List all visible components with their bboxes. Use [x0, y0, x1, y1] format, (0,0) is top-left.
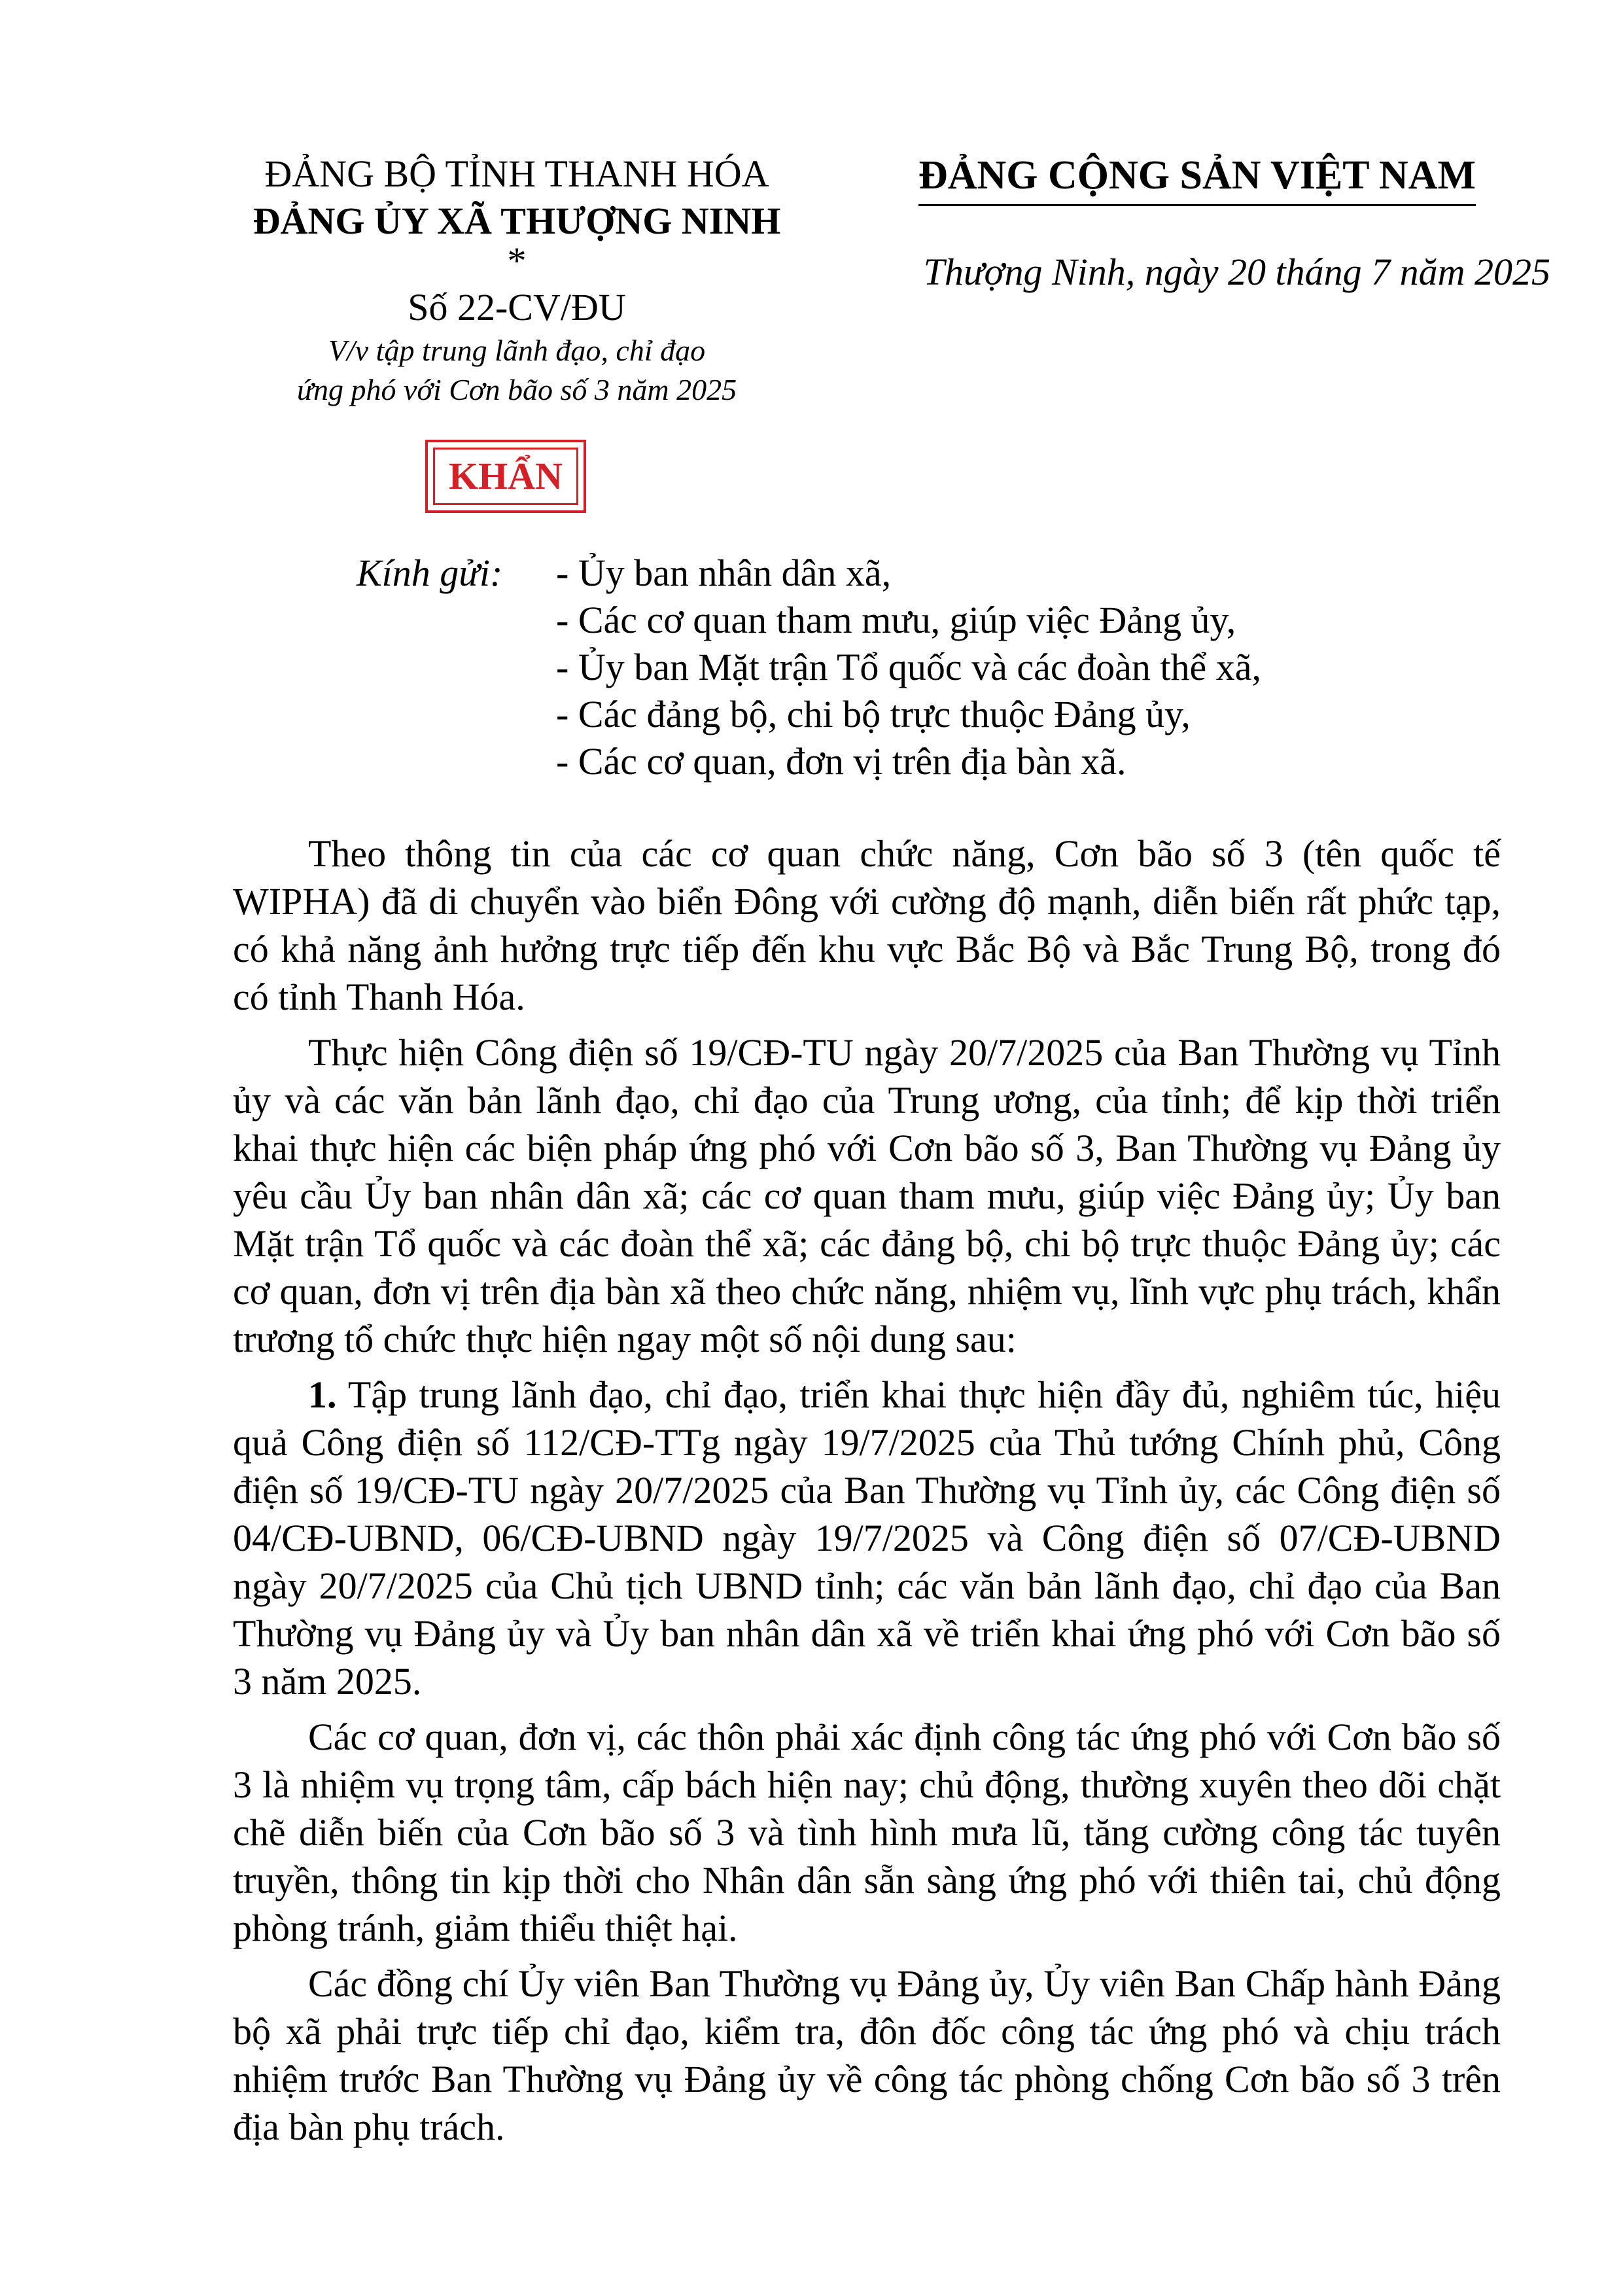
subject-line-2: ứng phó với Cơn bão số 3 năm 2025	[296, 373, 737, 406]
item-text: Tập trung lãnh đạo, chỉ đạo, triển khai thực hiện đầy đủ, nghiêm túc, hiệu quả Công điện số 112/CĐ-TTg ngày 19/7/2025 của Thủ tướng Chính phủ, Công điện số 19/CĐ-TU ngày 20/7/2025 của Ban Thường vụ Tỉnh ủy, các Công điện số 04/CĐ-UBND, 06/CĐ-UBND ngày 19/7/2025 và Công điện số 07/CĐ-UBND ngày 20/7/2025 của Chủ tịch UBND tỉnh; các văn bản lãnh đạo, chỉ đạo của Ban Thường vụ Đảng ủy và Ủy ban nhân dân xã về triển khai ứng phó với Cơn bão số 3 năm 2025.	[233, 1373, 1501, 1703]
issuing-organization: ĐẢNG ỦY XÃ THƯỢNG NINH	[253, 200, 781, 242]
item-number: 1.	[308, 1373, 337, 1416]
recipient-item: - Ủy ban nhân dân xã,	[556, 552, 892, 594]
recipient-item: - Các cơ quan, đơn vị trên địa bàn xã.	[556, 740, 1126, 783]
recipient-item: - Các cơ quan tham mưu, giúp việc Đảng ủy,	[556, 599, 1236, 641]
document-number: Số 22-CV/ĐU	[408, 286, 626, 328]
body-paragraph-tasks: Các cơ quan, đơn vị, các thôn phải xác định công tác ứng phó với Cơn bão số 3 là nhiệm vụ trọng tâm, cấp bách hiện nay; chủ động, thường xuyên theo dõi chặt chẽ diễn biến của Cơn bão số 3 và tình hình mưa lũ, tăng cường công tác tuyên truyền, thông tin kịp thời cho Nhân dân sẵn sàng ứng phó với thiên tai, chủ động phòng tránh, giảm thiểu thiệt hại.	[233, 1716, 1501, 1949]
body-paragraph-directive: Thực hiện Công điện số 19/CĐ-TU ngày 20/7/2025 của Ban Thường vụ Tỉnh ủy và các văn bản lãnh đạo, chỉ đạo của Trung ương, của tỉnh; để kịp thời triển khai thực hiện các biện pháp ứng phó với Cơn bão số 3, Ban Thường vụ Đảng ủy yêu cầu Ủy ban nhân dân xã; các cơ quan tham mưu, giúp việc Đảng ủy; Ủy ban Mặt trận Tổ quốc và các đoàn thể xã; các đảng bộ, chi bộ trực thuộc Đảng ủy; các cơ quan, đơn vị trên địa bàn xã theo chức năng, nhiệm vụ, lĩnh vực phụ trách, khẩn trương tổ chức thực hiện ngay một số nội dung sau:	[233, 1031, 1501, 1360]
place-and-date: Thượng Ninh, ngày 20 tháng 7 năm 2025	[923, 251, 1550, 293]
issuing-authority-block	[222, 150, 811, 410]
star-separator: *	[507, 239, 527, 282]
party-name: ĐẢNG CỘNG SẢN VIỆT NAM	[918, 150, 1476, 206]
recipients-list	[556, 550, 1261, 785]
national-header-block	[877, 150, 1550, 293]
body-paragraph-responsibility: Các đồng chí Ủy viên Ban Thường vụ Đảng ủy, Ủy viên Ban Chấp hành Đảng bộ xã phải trực tiếp chỉ đạo, kiểm tra, đôn đốc công tác ứng phó và chịu trách nhiệm trước Ban Thường vụ Đảng ủy về công tác phòng chống Cơn bão số 3 trên địa bàn phụ trách.	[233, 1962, 1501, 2148]
document-body	[233, 830, 1501, 2159]
body-paragraph-intro: Theo thông tin của các cơ quan chức năng, Cơn bão số 3 (tên quốc tế WIPHA) đã di chuyển vào biển Đông với cường độ mạnh, diễn biến rất phức tạp, có khả năng ảnh hưởng trực tiếp đến khu vực Bắc Bộ và Bắc Trung Bộ, trong đó có tỉnh Thanh Hóa.	[233, 832, 1501, 1018]
recipient-item: - Các đảng bộ, chi bộ trực thuộc Đảng ủy,	[556, 693, 1191, 735]
urgent-stamp	[425, 440, 586, 513]
recipients-label: Kính gửi:	[357, 552, 503, 594]
parent-organization: ĐẢNG BỘ TỈNH THANH HÓA	[264, 152, 769, 195]
subject-line-1: V/v tập trung lãnh đạo, chỉ đạo	[328, 334, 706, 367]
urgent-stamp-text: KHẨN	[433, 448, 578, 505]
recipient-item: - Ủy ban Mặt trận Tổ quốc và các đoàn thể xã,	[556, 646, 1261, 688]
body-paragraph-item-1	[233, 1371, 1501, 1705]
